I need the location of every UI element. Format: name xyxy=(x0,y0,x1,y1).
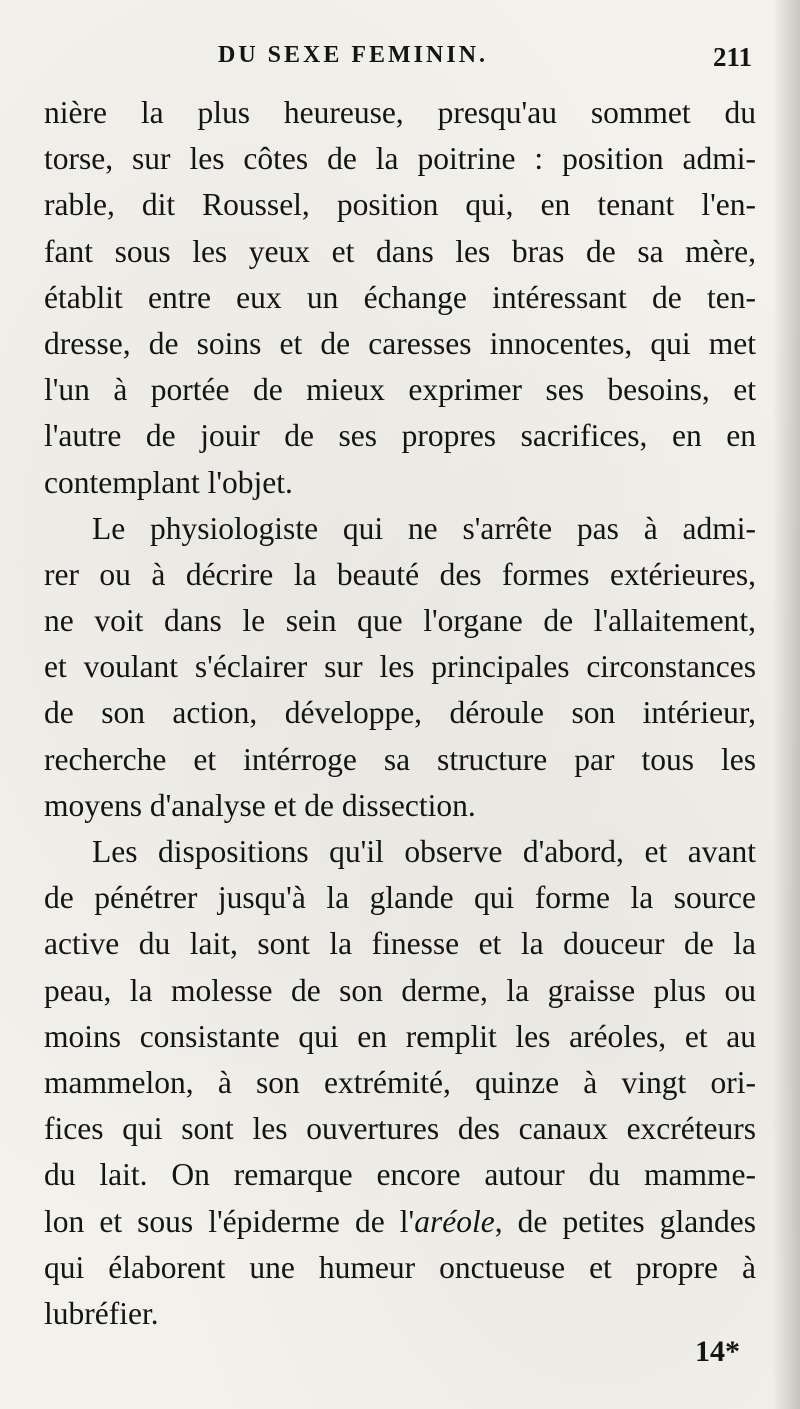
text-line: torse, sur les côtes de la poitrine : position admi- xyxy=(44,141,756,177)
text-line: active du lait, sont la finesse et la douceur de la xyxy=(44,926,756,962)
text-line: moins consistante qui en remplit les aréoles, et au xyxy=(44,1018,756,1054)
text-line: nière la plus heureuse, presqu'au sommet du xyxy=(44,95,756,130)
text-line: contemplant l'objet. xyxy=(44,464,293,500)
text-line: lubréfier. xyxy=(44,1295,159,1331)
text-line: établit entre eux un échange intéressant de ten- xyxy=(44,279,756,315)
text-line: ne voit dans le sein que l'organe de l'allaitement, xyxy=(44,603,756,639)
page-number: 211 xyxy=(712,42,752,72)
page-edge-shadow xyxy=(772,0,800,1409)
text-line: mammelon, à son extrémité, quinze à vingt ori- xyxy=(44,1064,756,1100)
text-segment: lon et sous l'épiderme de l' xyxy=(44,1203,415,1239)
text-line: moyens d'analyse et de dissection. xyxy=(44,787,476,823)
text-line: recherche et intérroge sa structure par tous les xyxy=(44,741,756,777)
text-line: qui élaborent une humeur onctueuse et propre à xyxy=(44,1249,756,1285)
text-line: de pénétrer jusqu'à la glande qui forme la source xyxy=(44,880,756,916)
text-line: de son action, développe, déroule son intérieur, xyxy=(44,695,756,731)
italic-term: aréole xyxy=(414,1203,495,1239)
text-line: l'un à portée de mieux exprimer ses besoins, et xyxy=(44,372,756,408)
text-line: l'autre de jouir de ses propres sacrifices, en en xyxy=(44,418,756,454)
text-line: fant sous les yeux et dans les bras de sa mère, xyxy=(44,233,756,269)
text-line: du lait. On remarque encore autour du mamme- xyxy=(44,1157,756,1193)
text-line: fices qui sont les ouvertures des canaux excréteurs xyxy=(44,1111,756,1147)
signature-mark: 14* xyxy=(695,1335,740,1368)
text-line: rer ou à décrire la beauté des formes extérieures, xyxy=(44,556,756,592)
text-line: peau, la molesse de son derme, la graisse plus ou xyxy=(44,972,756,1008)
text-line: et voulant s'éclairer sur les principales circonstances xyxy=(44,649,756,685)
text-line xyxy=(44,1199,756,1245)
page-header xyxy=(0,40,800,80)
running-head: DU SEXE FEMININ. xyxy=(218,42,489,68)
text-line: Les dispositions qu'il observe d'abord, et avant xyxy=(92,834,756,869)
text-segment: , de petites glandes xyxy=(494,1203,756,1239)
text-line: dresse, de soins et de caresses innocentes, qui met xyxy=(44,325,756,361)
text-line: Le physiologiste qui ne s'arrête pas à admi- xyxy=(92,510,756,546)
text-line: rable, dit Roussel, position qui, en tenant l'en- xyxy=(44,187,756,223)
body-text xyxy=(44,90,756,1337)
